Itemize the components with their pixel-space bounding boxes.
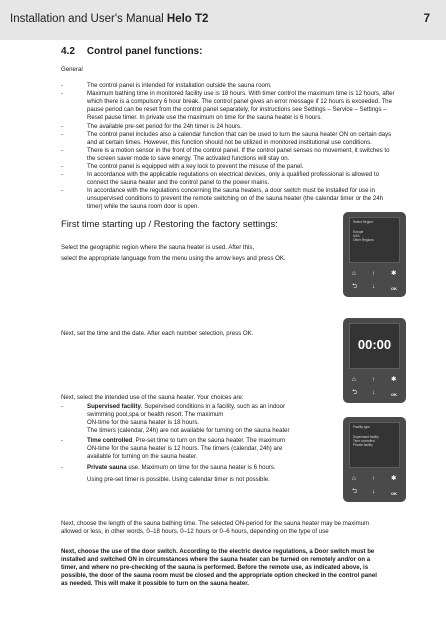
menu-item-time-controlled[interactable]: Time controlled: [353, 439, 375, 443]
page-header: [0, 0, 446, 40]
arrow-down-icon[interactable]: ↓: [372, 488, 376, 495]
screen-title: Select Region: [353, 220, 373, 224]
panel-screen: [349, 323, 400, 369]
panel-screen: [349, 217, 400, 263]
back-icon[interactable]: ⮌: [352, 389, 358, 396]
arrow-up-icon[interactable]: ↑: [372, 270, 376, 277]
control-panel-clock: [343, 318, 406, 403]
first-time-heading: First time starting up / Restoring the factory settings:: [61, 218, 278, 229]
arrow-up-icon[interactable]: ↑: [372, 475, 376, 482]
light-icon[interactable]: ✱: [391, 475, 397, 482]
general-label: General: [61, 66, 83, 73]
use-intro: Next, select the intended use of the sauna heater. Your choices are:: [61, 394, 244, 401]
length-text: Next, choose the length of the sauna bathing time. The selected ON-period for the sauna heater may be maximum allowed or less, in other words, 0–18 hours, 0–12 hours or 0–6 hours, depending on the type of use: [61, 520, 370, 536]
region-text: Select the geographic region where the sauna heater is used. After this, select the appropriate language from the menu using the arrow keys and press OK.: [61, 244, 286, 263]
back-icon[interactable]: ⮌: [352, 283, 358, 290]
menu-item-other-regions[interactable]: Other Regions: [353, 238, 374, 242]
ok-button[interactable]: OK: [391, 392, 397, 397]
clock-display[interactable]: 00:00: [357, 337, 392, 352]
control-panel-region: [343, 212, 406, 297]
manual-title: Installation and User's Manual Helo T2: [10, 13, 209, 25]
page-number: 7: [423, 13, 430, 25]
home-icon[interactable]: ⌂: [352, 270, 356, 277]
home-icon[interactable]: ⌂: [352, 475, 356, 482]
ok-button[interactable]: OK: [391, 491, 397, 496]
section-heading: 4.2 Control panel functions:: [61, 46, 203, 57]
back-icon[interactable]: ⮌: [352, 488, 358, 495]
screen-title: Facility type: [353, 425, 370, 429]
menu-item-usa[interactable]: USA: [353, 234, 360, 238]
arrow-up-icon[interactable]: ↑: [372, 376, 376, 383]
time-text: Next, set the time and the date. After each number selection, press OK.: [61, 330, 254, 337]
panel-screen: [349, 422, 400, 468]
home-icon[interactable]: ⌂: [352, 376, 356, 383]
menu-item-supervised[interactable]: Supervised facility: [353, 435, 379, 439]
light-icon[interactable]: ✱: [391, 376, 397, 383]
menu-item-private[interactable]: Private facility: [353, 443, 373, 447]
door-switch-text: Next, choose the use of the door switch. According to the electric device regulations, a Door switch must be installed and switched ON in circumstances where the sauna heater can be turned on remotely and/or on a timer, and where no pre-checking of the sauna is performed. Before the remote use, as indicated above, is possible, the door of the sauna room must be closed and the appropriate option checked in the control panel as needed. This will make it possible to turn on the sauna heater.: [61, 548, 377, 588]
ok-button[interactable]: OK: [391, 286, 397, 291]
arrow-down-icon[interactable]: ↓: [372, 283, 376, 290]
menu-item-europe[interactable]: Europe: [353, 230, 364, 234]
light-icon[interactable]: ✱: [391, 270, 397, 277]
control-panel-facility: [343, 417, 406, 502]
arrow-down-icon[interactable]: ↓: [372, 389, 376, 396]
